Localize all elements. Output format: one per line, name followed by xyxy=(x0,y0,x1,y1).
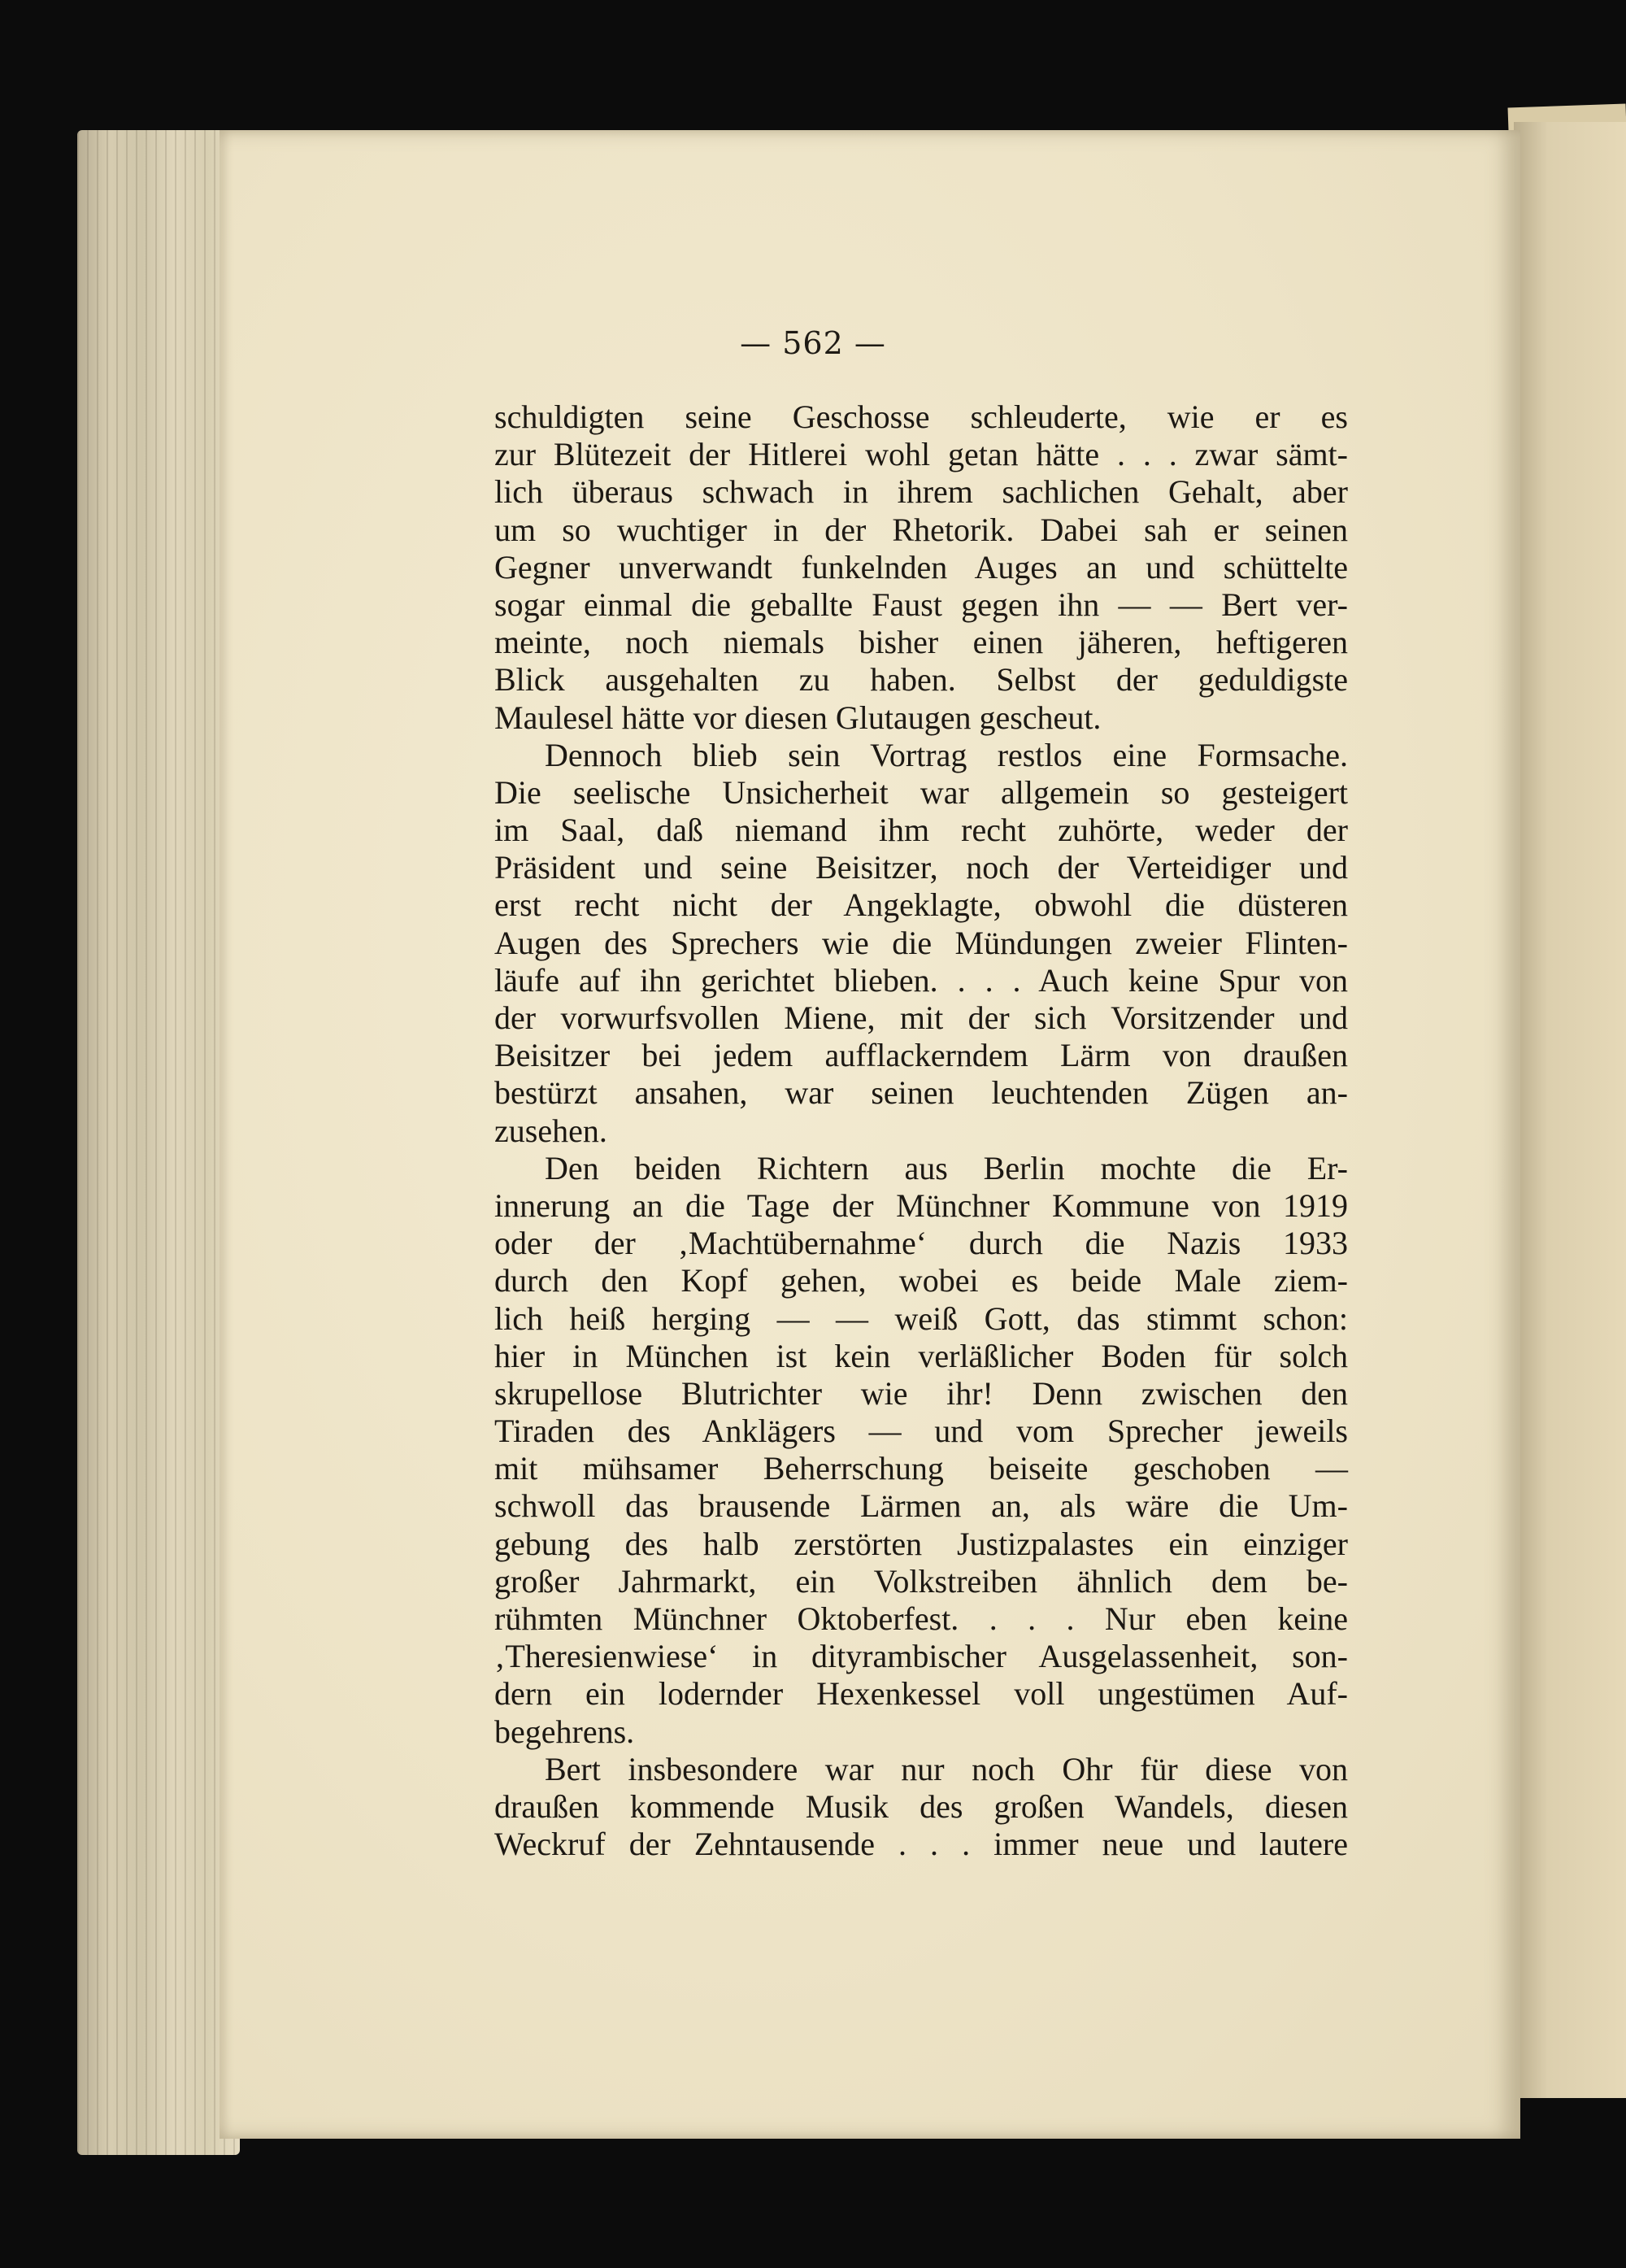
text-line: lich heiß herging — — weiß Gott, das stimmt schon: xyxy=(494,1299,1348,1337)
text-line: Präsident und seine Beisitzer, noch der Verteidiger und xyxy=(494,849,1348,886)
page-number: — 562 — xyxy=(740,325,886,361)
text-line: skrupellose Blutrichter wie ihr! Denn zwischen den xyxy=(494,1374,1348,1412)
page-edges xyxy=(77,130,240,2155)
text-line: erst recht nicht der Angeklagte, obwohl die düsteren xyxy=(494,886,1348,924)
text-line: Blick ausgehalten zu haben. Selbst der geduldigste xyxy=(494,661,1348,699)
paragraph xyxy=(494,1751,1348,1864)
body-text xyxy=(494,398,1348,1863)
text-line: begehrens. xyxy=(494,1713,635,1750)
text-line: sogar einmal die geballte Faust gegen ihn — — Bert ver- xyxy=(494,586,1348,623)
paragraph xyxy=(494,398,1348,737)
text-line: schuldigten seine Geschosse schleuderte, wie er es xyxy=(494,398,1348,435)
text-line: Den beiden Richtern aus Berlin mochte die Er- xyxy=(545,1149,1348,1186)
paragraph xyxy=(494,737,1348,1150)
text-line: Weckruf der Zehntausende . . . immer neue und lautere xyxy=(494,1826,1348,1863)
text-line: zur Blütezeit der Hitlerei wohl getan hätte . . . zwar sämt- xyxy=(494,436,1348,473)
text-line: bestürzt ansahen, war seinen leuchtenden Zügen an- xyxy=(494,1074,1348,1112)
text-line: innerung an die Tage der Münchner Kommune von 1919 xyxy=(494,1186,1348,1224)
text-line: läufe auf ihn gerichtet blieben. . . . Auch keine Spur von xyxy=(494,961,1348,999)
text-line: lich überaus schwach in ihrem sachlichen Gehalt, aber xyxy=(494,473,1348,511)
text-line: der vorwurfsvollen Miene, mit der sich Vorsitzender und xyxy=(494,999,1348,1036)
text-line: Beisitzer bei jedem aufflackerndem Lärm von draußen xyxy=(494,1037,1348,1074)
text-line: draußen kommende Musik des großen Wandels, diesen xyxy=(494,1787,1348,1825)
text-line: großer Jahrmarkt, ein Volkstreiben ähnlich dem be- xyxy=(494,1562,1348,1600)
text-line: Augen des Sprechers wie die Mündungen zweier Flinten- xyxy=(494,924,1348,961)
text-line: Bert insbesondere war nur noch Ohr für diese von xyxy=(545,1750,1348,1787)
text-line: Gegner unverwandt funkelnden Auges an und schüttelte xyxy=(494,548,1348,586)
text-line: dern ein lodernder Hexenkessel voll ungestümen Auf- xyxy=(494,1675,1348,1713)
text-line: gebung des halb zerstörten Justizpalastes ein einziger xyxy=(494,1525,1348,1562)
text-line: zusehen. xyxy=(494,1112,607,1149)
text-line: hier in München ist kein verläßlicher Boden für solch xyxy=(494,1337,1348,1374)
text-line: Maulesel hätte vor diesen Glutaugen gescheut. xyxy=(494,699,1102,736)
text-line: Tiraden des Anklägers — und vom Sprecher jeweils xyxy=(494,1413,1348,1450)
paragraph xyxy=(494,1150,1348,1751)
text-line: meinte, noch niemals bisher einen jäheren, heftigeren xyxy=(494,624,1348,661)
text-line: rühmten Münchner Oktoberfest. . . . Nur eben keine xyxy=(494,1600,1348,1637)
text-line: um so wuchtiger in der Rhetorik. Dabei sah er seinen xyxy=(494,511,1348,548)
text-line: Die seelische Unsicherheit war allgemein so gesteigert xyxy=(494,773,1348,811)
facing-page xyxy=(1514,122,1626,2098)
text-line: ‚Theresienwiese‘ in dityrambischer Ausgelassenheit, son- xyxy=(494,1638,1348,1675)
text-line: durch den Kopf gehen, wobei es beide Male ziem- xyxy=(494,1262,1348,1299)
text-line: im Saal, daß niemand ihm recht zuhörte, weder der xyxy=(494,812,1348,849)
text-line: mit mühsamer Beherrschung beiseite geschoben — xyxy=(494,1450,1348,1487)
text-line: oder der ‚Machtübernahme‘ durch die Nazis 1933 xyxy=(494,1225,1348,1262)
text-line: schwoll das brausende Lärmen an, als wäre die Um- xyxy=(494,1487,1348,1525)
text-line: Dennoch blieb sein Vortrag restlos eine Formsache. xyxy=(545,736,1348,773)
